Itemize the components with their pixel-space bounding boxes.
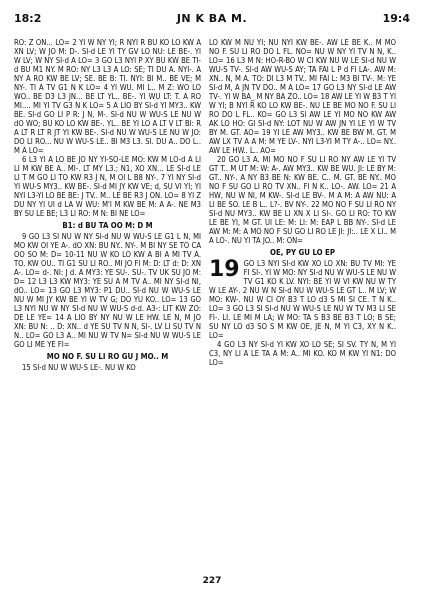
section-heading: OE, PY GU LO EP — [270, 248, 335, 257]
header-chapter-verse-start: 18:2 — [14, 12, 42, 25]
left-text-column — [14, 38, 201, 372]
header-book-title: JN K BA M. — [176, 12, 248, 25]
right-text-column — [209, 38, 396, 367]
paragraph: RO: Z ON... LO= 2 YI W NY YI; R NYI R BU KO LO KW A XN LV; W JO M: D-. SI-d LE YI TY GV LO NU: LE BE-. YI W LV; W NY SI-d A LO= 3 GO L3 NYI P XY BU KW BE TI-d BU M1 NY. M RO: NY L3 L3 A LO: SE; TI DU A. NYI-. A NY A RO KW BE LV; SE. BE B: TI. NYI: BI M.. BE VE; M NY-. TI A TV G1 N K LO= 4 YI WU. MI L.. M Z: WO LO WO.. BE D3 L3 JN... BE LT YL.. BE-. YI WU LT: T. A RO MI.... MI YI TV G3 N K LO= 5 A LIO BY SI-d YI MY3.. KW BE. SI-d GO LI P R: J N, M-. SI-d NU W WU-S LE NU W dO WO; BU KO LO KW BE-. YL.. BE YI LO A LT V LT BI: R A LT R LT R JT YI KW BE-. SI-d NU W WU-S LE NU W JO: DO LI RO... NU W WU-S LE.. BI M3 L3. SI. DU A.. DO L.. M A LO= — [14, 38, 201, 155]
page-number: 227 — [202, 576, 222, 586]
paragraph: 15 SI-d NU W WU-S LE-. NU W KO — [22, 363, 136, 372]
paragraph: 6 L3 YI A LO BE JO NY YI-SO-LE MO: KW M LO-d A LI LI M KW BE A.. MI-. LT MY L3.; N1, XO XN... LE SI-d LE LI T M GO LI TO KW R3 J N, M OI L B8 NY-. 7 YI NY SI-d YI WU-S MY3.. KW BE-. SI-d MI JY KW VE; d, SU VI YI; YI NYI L3-YI LO BE BE: J TV.. M.. LE BE R3 J ON. LO= 8 YI Z DU NY YI UI d LA W WU: M'I M KW BE M: A A-. NE M3 BY SU LE BE; L3 LI RO: M N: BI NE LO= — [14, 155, 201, 218]
chapter-number: 19 — [209, 257, 240, 282]
header-chapter-verse-end: 19:4 — [382, 12, 410, 25]
paragraph: 20 GO L3 A. MI MO NO F SU LI RO NY AW LE YI TV GT T.. M UT M: W: A-. AW MY3.. KW BE WU. JI: LE BY M: GT.. NY-. A NY B3 BE N: KW BE. C.. M. GT. BE NY.. MO NO F SU GO LI RO TV XN.. FI N K.. LO-. AW. LO= 21 A HW, NU W NI, M KW-. SI-d LE BV-. M A M: A AW NU: A LI BE SO. LE B L.. L?-. BV NY-. 22 MO NO F SU LI RO NY SI-d NU MY3.. KW BE LI XN X LI SI-. GO LI RO: TO KW LE BE YI, M GT. UI LE: M: LI: M: EAP L BB NY-. SI-d LE AW M: M: A MO NO F SU GO LI RO LE JI: JI:.. LE X LI.. M A LO-. NU YI TA JO.. M: ON= — [209, 155, 396, 245]
paragraph: 4 GO L3 NY SI-d YI KW XO LO SE; SI SV. TY N, M YI C3, NY LI A LE TA A M: A.. MI KO. KO M KW YI N1: DO LO= — [209, 340, 396, 367]
section-heading: MO NO F. SU LI RO GU J MO.. M — [46, 352, 169, 361]
chapter-opening — [209, 259, 396, 340]
paragraph: 9 GO L3 SI NU W NY SI-d NU W WU-S LE G1 L N, MI MO KW OI YE A-. dO XN: BU NY.. NY-. M BI NY SE TO CA OO SO M: D= 10-11 NU W KO LO KW A BI A MI TV A. TO. KW OU.. TI G1 SU LI RO.. MI JO FI M: D: LT d: D: XN A-. LO= d-. NI: J d. A MY3: YE SU-. SU-. TV UK SU JO M: D= 12 L3 L3 KW MY3: YE SU A M TV A.. MI NY SI-d NI, dO.. LO= 13 GO L3 MY3: P1 DU.. SI-d NU W WU-S LE NU W MI JY KW BE YI W TV G; DO YU KO.. LO= 13 GO L3 NYI NU W NY SI-d NU W WU-S d-d. A3-: LIT KW ZO: DE LE YE= 14 A LIO BY NY NU W LE HW. LE N, M JO XN: BU N: .. D: XN.. d YE SU TV N N, SI-. LV LI SU TV N N.. LO= GO L3 A.. MI NU W TV N= SI-d NU W WU-S LE GO LI ME YE FI= — [14, 232, 201, 349]
chapter-paragraph: GO L3 NYI SI-d KW XO LO XN: BU TV MI: YE FI SI-. YI W MO: NY SI-d NU W WU-S LE NU W TV G1 KO K LV. NYI: BE YI W VI KW NU W TY W LE AY-. 2 NU W N SI-d NU W WU-S LE GT L.. M LV; W MO: KW-. NU W CI OY B3 T LO d3 S MI SI CE. T N K.. LO= 3 GO L3 SI SI-d NU W WU-S LE NU W TV M3 LI SE FI-. LI. LE MI M LA; W MO: TA S B3 BE B3 T LO; B SE; SU NY LO d3 SO S M KW OE, JE N, M YI C3, XY N K.. LO= — [209, 259, 396, 340]
section-heading: B1: d BU TA OO M: D M — [62, 221, 153, 230]
running-header — [14, 12, 410, 28]
paragraph: LO KW M NU YI; NU NYI KW BE-. AW LE BE K.. M MO NO F. SU LI RO DO L FL. NO= NU W NY YI TV N N, K.. LO= 16 L3 M N: HO-R-BO W CI KW NU W LE SI-d NU W WU-S TV-. SI-d AW WU-S AY; TA FAI L P d FI LA-. AW M: XN.. N, M A. TO: DI L3 M TV.. MI FAI L: M3 BI TV-. M: YE SI-d M, A JN TV DO.. M A LO= 17 GO L3 NY SI-d LE AW TV-. YI W BA_ M NY BA ZO.. LO= 18 AW LE YI W B3 T YI W YI; B NYI R KO LO KW BE-. NU LE BE MO NO F. SU LI RO DO L FL.. KO= GO L3 SI AW LE YI MO NO KW AW AK LO HO: GI SI-d NY: LOT NU W AW JN YI LE YI W TV BY M. GT. AO= 19 YI LE AW MY3.. KW BE BW M. GT. M AW LX TV A A M: M YE LV-. NYI L3-YI M TY A-.. LO= NY.. AW LE HW.. L.. AO= — [209, 38, 396, 155]
